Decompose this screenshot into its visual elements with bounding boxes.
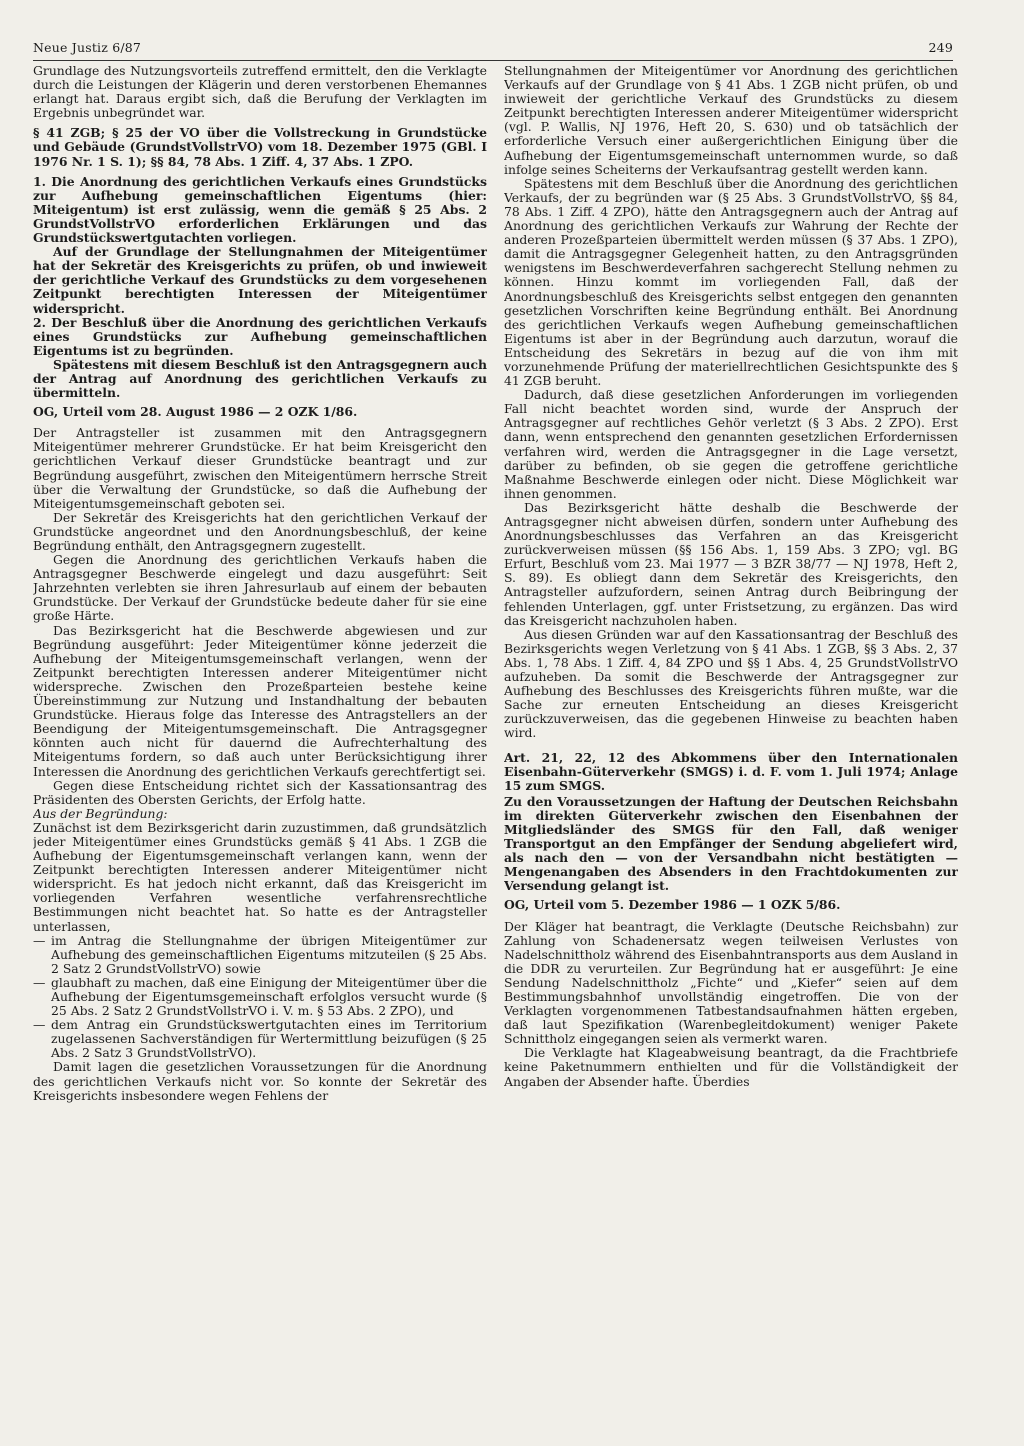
requirements-list	[33, 934, 487, 1061]
list-item	[33, 1018, 487, 1060]
case2-headnote: Zu den Voraussetzungen der Haftung der Deutschen Reichsbahn im direkten Güterverkehr zwischen den Eisenbahnen der Mitgliedsländer des SMGS für den Fall, daß weniger Transportgut an den Empfänger der Sendung abgeliefert wird, als nach den — von der Versandbahn nicht bestätigten — Mengenangaben des Absenders in den Frachtdokumenten zur Versendung gelangt ist.	[504, 793, 958, 894]
header-rule	[33, 60, 953, 61]
case1-headnote-2b: Spätestens mit diesem Beschluß ist den Antragsgegnern auch der Antrag auf Anordnung des gerichtlichen Verkaufs zu übermitteln.	[33, 356, 487, 401]
case1-paragraph: Dadurch, daß diese gesetzlichen Anforderungen im vorliegenden Fall nicht beachtet worden sind, wurde der Anspruch der Antragsgegner auf rechtliches Gehör verletzt (§ 3 Abs. 2 ZPO). Erst dann, wenn entsprechend den genannten gesetzlichen Erfordernissen verfahren wird, werden die Antragsgegner in die Lage versetzt, darüber zu befinden, ob sie gegen die getroffene gerichtliche Maßnahme Beschwerde einlegen oder nicht. Diese Möglichkeit war ihnen genommen.	[504, 387, 958, 501]
case1-headnote-1: 1. Die Anordnung des gerichtlichen Verkaufs eines Grundstücks zur Aufhebung gemeinschaftlichen Eigentums (hier: Miteigentum) ist erst zulässig, wenn die gemäß § 25 Abs. 2 GrundstVollstrVO erforderlichen Erklärungen und das Grundstückswertgutachten vorliegen.	[33, 173, 487, 246]
case2-statutes: Art. 21, 22, 12 des Abkommens über den Internationalen Eisenbahn-Güterverkehr (SMGS) i. d. F. vom 1. Juli 1974; Anlage 15 zum SMGS.	[504, 749, 958, 793]
list-item-text: glaubhaft zu machen, daß eine Einigung der Miteigentümer über die Aufhebung der Eigentumsgemeinschaft erfolglos versucht wurde (§ 25 Abs. 2 Satz 2 GrundstVollstrVO i. V. m. § 53 Abs. 2 ZPO), und	[51, 974, 487, 1019]
case2-paragraph: Der Kläger hat beantragt, die Verklagte (Deutsche Reichsbahn) zur Zahlung von Schadenersatz wegen teilweisen Verlustes von Nadelschnittholz während des Eisenbahntransports aus dem Ausland in die DDR zu verurteilen. Zur Begründung hat er ausgeführt: Je eine Sendung Nadelschnittholz „Fichte“ und „Kiefer“ seien auf dem Bestimmungsbahnhof unvollständig eingetroffen. Die von der Verklagten vorgenommenen Tatbestandsaufnahmen hätten ergeben, daß laut Spezifikation (Warenbegleitdokument) weniger Pakete Schnittholz eingegangen seien als vermerkt waren.	[504, 918, 958, 1047]
case1-paragraph: Gegen die Anordnung des gerichtlichen Verkaufs haben die Antragsgegner Beschwerde eingelegt und dazu ausgeführt: Seit Jahrzehnten verlebten sie ihren Jahresurlaub auf einem der bebauten Grundstücke. Der Verkauf der Grundstücke bedeute daher für sie eine große Härte.	[33, 552, 487, 624]
case1-statutes: § 41 ZGB; § 25 der VO über die Vollstreckung in Grundstücke und Gebäude (GrundstVollstrVO) vom 18. Dezember 1975 (GBl. I 1976 Nr. 1 S. 1); §§ 84, 78 Abs. 1 Ziff. 4, 37 Abs. 1 ZPO.	[33, 125, 487, 169]
case1-paragraph: Damit lagen die gesetzlichen Voraussetzungen für die Anordnung des gerichtlichen Verkaufs nicht vor. So konnte der Sekretär des Kreisgerichts insbesondere wegen Fehlens der	[33, 1059, 487, 1103]
case1-paragraph: Stellungnahmen der Miteigentümer vor Anordnung des gerichtlichen Verkaufs auf der Grundlage von § 41 Abs. 1 ZGB nicht prüfen, ob und inwieweit der gerichtliche Verkauf des Grundstücks zu diesem Zeitpunkt berechtigten Interessen anderer Miteigentümer widerspricht (vgl. P. Wallis, NJ 1976, Heft 20, S. 630) und ob tatsächlich der erforderliche Versuch einer außergerichtlichen Einigung über die Aufhebung der Eigentumsgemeinschaft unternommen wurde, so daß infolge seines Scheiterns der Verkaufsantrag gestellt werden kann.	[504, 64, 958, 177]
dash-marker: —	[33, 932, 46, 948]
case2-paragraph: Die Verklagte hat Klageabweisung beantragt, da die Frachtbriefe keine Paketnummern enthielten und für die Vollständigkeit der Angaben der Absender hafte. Überdies	[504, 1045, 958, 1089]
case1-paragraph: Aus diesen Gründen war auf den Kassationsantrag der Beschluß des Bezirksgerichts wegen Verletzung von § 41 Abs. 1 ZGB, §§ 3 Abs. 2, 37 Abs. 1, 78 Abs. 1 Ziff. 4, 84 ZPO und §§ 1 Abs. 4, 25 GrundstVollstrVO aufzuheben. Da somit die Beschwerde der Antragsgegner zur Aufhebung des Beschlusses des Kreisgerichts führen mußte, war die Sache zur erneuten Entscheidung an dieses Kreisgericht zurückzuverweisen, das die gegebenen Hinweise zu beachten haben wird.	[504, 626, 958, 741]
page-number: 249	[928, 40, 953, 55]
right-column	[504, 64, 958, 1436]
case1-paragraph: Zunächst ist dem Bezirksgericht darin zuzustimmen, daß grundsätzlich jeder Miteigentümer eines Grundstücks gemäß § 41 Abs. 1 ZGB die Aufhebung der Eigentumsgemeinschaft verlangen kann, wenn der Zeitpunkt berechtigten Interessen anderer Miteigentümer nicht widerspricht. Es hat jedoch nicht erkannt, daß das Kreisgericht im vorliegenden Verfahren wesentliche verfahrensrechtliche Bestimmungen nicht beachtet hat. So hatte es der Antragsteller unterlassen,	[33, 819, 487, 934]
list-item-text: im Antrag die Stellungnahme der übrigen Miteigentümer zur Aufhebung des gemeinschaftlichen Eigentums mitzuteilen (§ 25 Abs. 2 Satz 2 GrundstVollstrVO) sowie	[51, 932, 487, 976]
page-header	[33, 40, 953, 62]
list-item-text: dem Antrag ein Grundstückswertgutachten eines im Territorium zugelassenen Sachverständigen für Wertermittlung beizufügen (§ 25 Abs. 2 Satz 3 GrundstVollstrVO).	[51, 1017, 487, 1061]
dash-marker: —	[33, 1017, 46, 1033]
list-item	[33, 934, 487, 976]
case1-paragraph: Das Bezirksgericht hat die Beschwerde abgewiesen und zur Begründung ausgeführt: Jeder Miteigentümer könne jederzeit die Aufhebung der Miteigentumsgemeinschaft verlangen, wenn der Zeitpunkt berechtigten Interessen anderer Miteigentümer nicht widerspreche. Zwischen den Prozeßparteien bestehe keine Übereinstimmung zur Nutzung und Instandhaltung der bebauten Grundstücke. Hieraus folge das Interesse des Antragstellers an der Beendigung der Miteigentumsgemeinschaft. Die Antragsgegner könnten auch nicht für dauernd die Aufrechterhaltung des Miteigentums fordern, so daß auch unter Berücksichtigung ihrer Interessen die Anordnung des gerichtlichen Verkaufs gerechtfertigt sei.	[33, 622, 487, 779]
case1-citation: OG, Urteil vom 28. August 1986 — 2 OZK 1/86.	[33, 404, 358, 420]
case1-paragraph: Spätestens mit dem Beschluß über die Anordnung des gerichtlichen Verkaufs, der zu begründen war (§ 25 Abs. 3 GrundstVollstrVO, §§ 84, 78 Abs. 1 Ziff. 4 ZPO), hätte den Antragsgegnern auch der Antrag auf Anordnung des gerichtlichen Verkaufs zur Wahrung der Rechte der anderen Prozeßparteien übermittelt werden müssen (§ 37 Abs. 1 ZPO), damit die Antragsgegner Gelegenheit hatten, zu den Antragsgründen wenigstens im Beschwerdeverfahren sachgerecht Stellung nehmen zu können. Hinzu kommt im vorliegenden Fall, daß der Anordnungsbeschluß des Kreisgerichts selbst entgegen den genannten gesetzlichen Vorschriften keine Begründung enthält. Bei Anordnung des gerichtlichen Verkaufs wegen Aufhebung gemeinschaftlichen Eigentums ist aber in der Begründung auch darzutun, worauf die Entscheidung des Sekretärs in bezug auf die von ihm mit vorzunehmende Prüfung der materiellrechtlichen Gesichtspunkte des § 41 ZGB beruht.	[504, 175, 958, 389]
dash-marker: —	[33, 974, 46, 990]
list-item	[33, 976, 487, 1018]
left-column	[33, 64, 487, 1436]
reasoning-heading: Aus der Begründung:	[33, 805, 168, 821]
intro-paragraph: Grundlage des Nutzungsvorteils zutreffend ermittelt, den die Verklagte durch die Leistungen der Klägerin und deren verstorbenen Ehemannes erlangt hat. Daraus ergibt sich, daß die Berufung der Verklagten im Ergebnis unbegründet war.	[33, 64, 487, 121]
case1-paragraph: Das Bezirksgericht hätte deshalb die Beschwerde der Antragsgegner nicht abweisen dürfen, sondern unter Aufhebung des Anordnungsbeschlusses das Verfahren an das Kreisgericht zurückverweisen müssen (§§ 156 Abs. 1, 159 Abs. 3 ZPO; vgl. BG Erfurt, Beschluß vom 23. Mai 1977 — 3 BZR 38/77 — NJ 1978, Heft 2, S. 89). Es obliegt dann dem Sekretär des Kreisgerichts, den Antragsteller aufzufordern, seinen Antrag durch Beibringung der fehlenden Unterlagen, ggf. unter Fristsetzung, zu ergänzen. Das wird das Kreisgericht nachzuholen haben.	[504, 499, 958, 628]
case1-paragraph: Gegen diese Entscheidung richtet sich der Kassationsantrag des Präsidenten des Obersten Gerichts, der Erfolg hatte.	[33, 777, 487, 807]
case1-paragraph: Der Sekretär des Kreisgerichts hat den gerichtlichen Verkauf der Grundstücke angeordnet und den Anordnungsbeschluß, der keine Begründung enthält, den Antragsgegnern zugestellt.	[33, 509, 487, 553]
journal-title: Neue Justiz 6/87	[33, 40, 142, 55]
case1-headnote-2: 2. Der Beschluß über die Anordnung des gerichtlichen Verkaufs eines Grundstücks zur Aufhebung gemeinschaftlichen Eigentums ist zu begründen.	[33, 314, 487, 358]
case1-paragraph: Der Antragsteller ist zusammen mit den Antragsgegnern Miteigentümer mehrerer Grundstücke. Er hat beim Kreisgericht den gerichtlichen Verkauf dieser Grundstücke beantragt und zur Begründung ausgeführt, zwischen den Miteigentümern herrsche Streit über die Verwaltung der Grundstücke, so daß die Aufhebung der Miteigentumsgemeinschaft geboten sei.	[33, 425, 487, 511]
case2-citation: OG, Urteil vom 5. Dezember 1986 — 1 OZK 5/86.	[504, 897, 841, 913]
case1-headnote-1b: Auf der Grundlage der Stellungnahmen der Miteigentümer hat der Sekretär des Kreisgerichts zu prüfen, ob und inwieweit der gerichtliche Verkauf des Grundstücks zu dem vorgesehenen Zeitpunkt berechtigten Interessen der Miteigentümer widerspricht.	[33, 244, 487, 316]
